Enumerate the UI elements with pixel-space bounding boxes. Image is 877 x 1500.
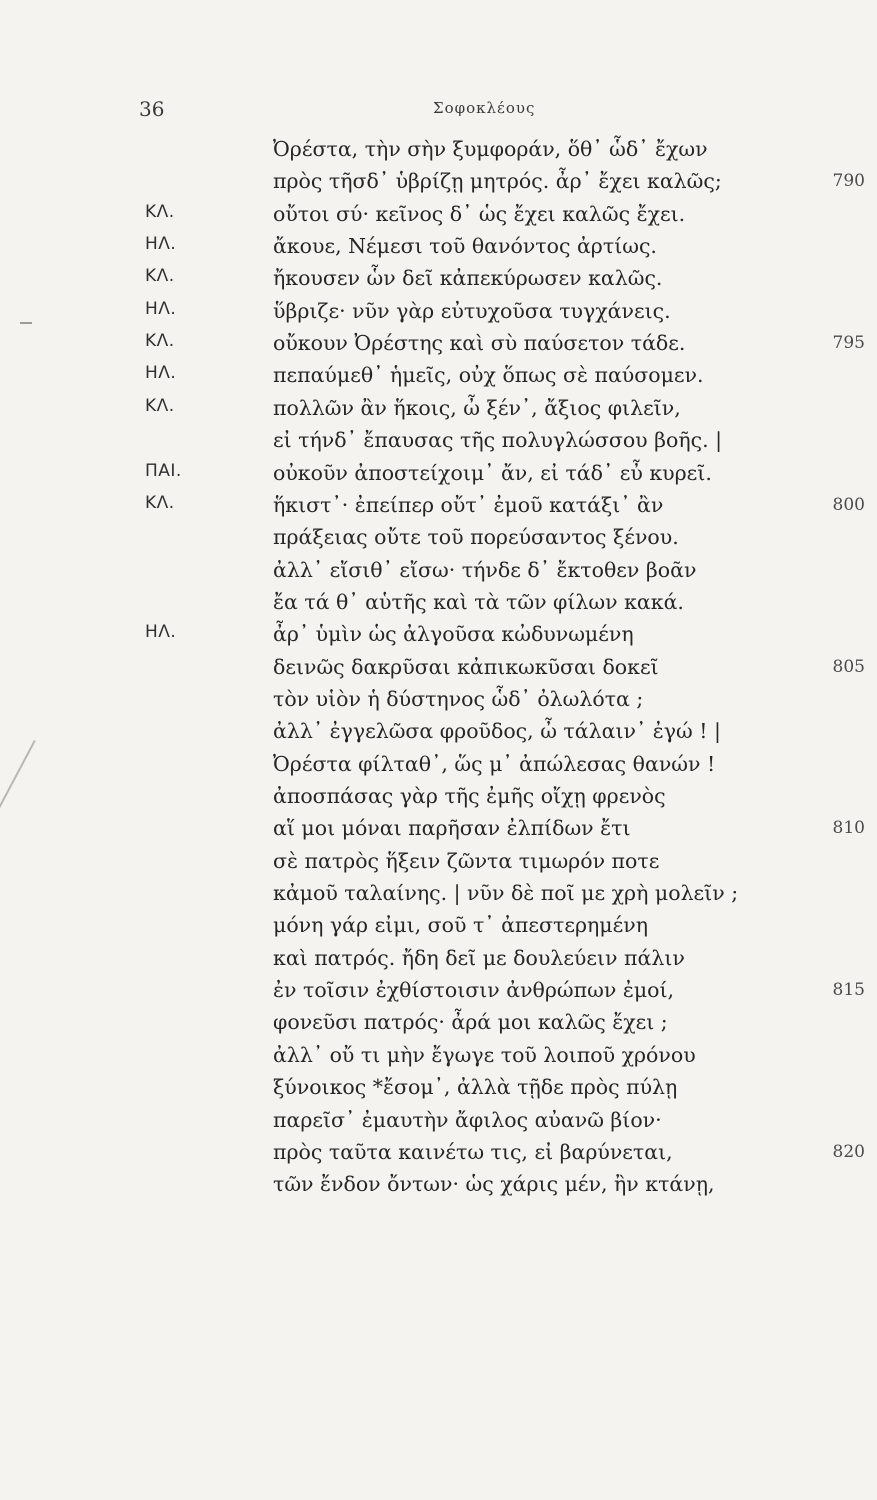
line-number: 815 <box>832 980 865 1001</box>
verse-line <box>0 655 877 687</box>
verse-text: τὸν υἱὸν ἡ δύστηνος ὧδ᾽ ὀλωλότα ; <box>273 686 644 711</box>
verse-line <box>0 137 877 169</box>
verse-text: μόνη γάρ εἰμι, σοῦ τ᾽ ἀπεστερημένη <box>273 913 648 938</box>
verse-line <box>0 331 877 363</box>
verse-text: οὐκοῦν ἀποστείχοιμ᾽ ἄν, εἰ τάδ᾽ εὖ κυρεῖ. <box>273 460 712 485</box>
verse-text: ἔα τά θ᾽ αὑτῆς καὶ τὰ τῶν φίλων κακά. <box>273 589 684 614</box>
verse-text: ἆρ᾽ ὑμὶν ὡς ἀλγοῦσα κὠδυνωμένη <box>273 622 634 647</box>
speaker-label: ΗΛ. <box>145 298 177 319</box>
line-number: 805 <box>832 656 865 677</box>
speaker-label: ΚΛ. <box>145 492 175 513</box>
verse-line <box>0 234 877 266</box>
verse-line <box>0 946 877 978</box>
verse-line <box>0 719 877 751</box>
verse-text: ἐν τοῖσιν ἐχθίστοισιν ἀνθρώπων ἐμοί, <box>273 978 675 1003</box>
verse-text: Ὀρέστα, τὴν σὴν ξυμφοράν, ὅθ᾽ ὧδ᾽ ἔχων <box>273 137 708 161</box>
speaker-label: ΗΛ. <box>145 622 177 643</box>
verse-text: Ὀρέστα φίλταθ᾽, ὥς μ᾽ ἀπώλεσας θανών ! <box>273 751 716 776</box>
verse-line <box>0 461 877 493</box>
line-number: 800 <box>832 494 865 515</box>
verse-text: δεινῶς δακρῦσαι κἀπικωκῦσαι δοκεῖ <box>273 654 659 679</box>
verse-text: πρὸς ταῦτα καινέτω τις, εἰ βαρύνεται, <box>273 1139 673 1164</box>
verse-line <box>0 816 877 848</box>
verse-line <box>0 1010 877 1042</box>
verse-line <box>0 363 877 395</box>
speaker-label: ΚΛ. <box>145 266 175 287</box>
verse-line <box>0 428 877 460</box>
verse-line <box>0 1043 877 1075</box>
verse-text: ἤκουσεν ὧν δεῖ κἀπεκύρωσεν καλῶς. <box>273 266 663 291</box>
verse-text: πολλῶν ἂν ἥκοις, ὦ ξέν᾽, ἄξιος φιλεῖν, <box>273 395 681 420</box>
verse-line <box>0 493 877 525</box>
verse-line <box>0 169 877 201</box>
running-head: Σοφοκλέους <box>433 99 536 117</box>
verse-text: κἀμοῦ ταλαίνης. | νῦν δὲ ποῖ με χρὴ μολεῖν ; <box>273 881 739 906</box>
verse-line <box>0 525 877 557</box>
verse-line <box>0 202 877 234</box>
speaker-label: ΚΛ. <box>145 331 175 352</box>
verse-line <box>0 849 877 881</box>
verse-text: οὔκουν Ὀρέστης καὶ σὺ παύσετον τάδε. <box>273 331 686 356</box>
verse-text: ἀλλ᾽ οὔ τι μὴν ἔγωγε τοῦ λοιποῦ χρόνου <box>273 1042 696 1067</box>
line-number: 820 <box>832 1141 865 1162</box>
verse-text: σὲ πατρὸς ἥξειν ζῶντα τιμωρόν ποτε <box>273 848 660 873</box>
verse-text: πρὸς τῆσδ᾽ ὑβρίζῃ μητρός. ἆρ᾽ ἔχει καλῶς; <box>273 169 722 194</box>
verse-text: ἥκιστ᾽· ἐπείπερ οὔτ᾽ ἐμοῦ κατάξι᾽ ἂν <box>273 492 664 517</box>
verse-line <box>0 622 877 654</box>
speaker-label: ΗΛ. <box>145 363 177 384</box>
verse-text: ἄκουε, Νέμεσι τοῦ θανόντος ἀρτίως. <box>273 234 657 259</box>
verse-line <box>0 396 877 428</box>
verse-text: πεπαύμεθ᾽ ἡμεῖς, οὐχ ὅπως σὲ παύσομεν. <box>273 363 704 388</box>
verse-text: καὶ πατρός. ἤδη δεῖ με δουλεύειν πάλιν <box>273 945 685 970</box>
verse-text: φονεῦσι πατρός· ἆρά μοι καλῶς ἔχει ; <box>273 1010 668 1035</box>
line-number: 795 <box>832 333 865 354</box>
verse-line <box>0 978 877 1010</box>
verse-text: παρεῖσ᾽ ἐμαυτὴν ἄφιλος αὐανῶ βίον· <box>273 1107 662 1132</box>
line-number: 790 <box>832 171 865 192</box>
verse-line <box>0 1172 877 1204</box>
line-number: 810 <box>832 818 865 839</box>
verse-text: ὕβριζε· νῦν γὰρ εὐτυχοῦσα τυγχάνεις. <box>273 298 671 323</box>
verse-line <box>0 1075 877 1107</box>
speaker-label: ΗΛ. <box>145 234 177 255</box>
verse-text: τῶν ἔνδον ὄντων· ὡς χάρις μέν, ἢν κτάνῃ, <box>273 1172 715 1197</box>
verse-text: ἀλλ᾽ ἐγγελῶσα φροῦδος, ὦ τάλαιν᾽ ἐγώ ! | <box>273 719 721 744</box>
verse-text: ἀποσπάσας γὰρ τῆς ἐμῆς οἴχῃ φρενὸς <box>273 784 666 808</box>
speaker-label: ΚΛ. <box>145 201 175 222</box>
verse-text: ξύνοικος *ἔσομ᾽, ἀλλὰ τῇδε πρὸς πύλῃ <box>273 1075 678 1100</box>
verse-line <box>0 266 877 298</box>
speaker-label: ΚΛ. <box>145 395 175 416</box>
verse-line <box>0 913 877 945</box>
speaker-label: ΠΑΙ. <box>145 460 182 481</box>
verse-line <box>0 687 877 719</box>
verse-line <box>0 1140 877 1172</box>
verse-line <box>0 299 877 331</box>
verse-text: αἵ μοι μόναι παρῆσαν ἐλπίδων ἔτι <box>273 816 631 841</box>
verse-line <box>0 752 877 784</box>
verse-text: οὔτοι σύ· κεῖνος δ᾽ ὡς ἔχει καλῶς ἔχει. <box>273 201 686 226</box>
verse-line <box>0 881 877 913</box>
verse-text: εἰ τήνδ᾽ ἔπαυσας τῆς πολυγλώσσου βοῆς. | <box>273 428 723 453</box>
page-number: 36 <box>139 97 165 121</box>
verse-text: πράξειας οὔτε τοῦ πορεύσαντος ξένου. <box>273 525 679 550</box>
verse-line <box>0 558 877 590</box>
verse-line <box>0 590 877 622</box>
verse-line <box>0 1108 877 1140</box>
verse-text: ἀλλ᾽ εἴσιθ᾽ εἴσω· τήνδε δ᾽ ἔκτοθεν βοᾶν <box>273 557 697 582</box>
verse-line <box>0 784 877 816</box>
